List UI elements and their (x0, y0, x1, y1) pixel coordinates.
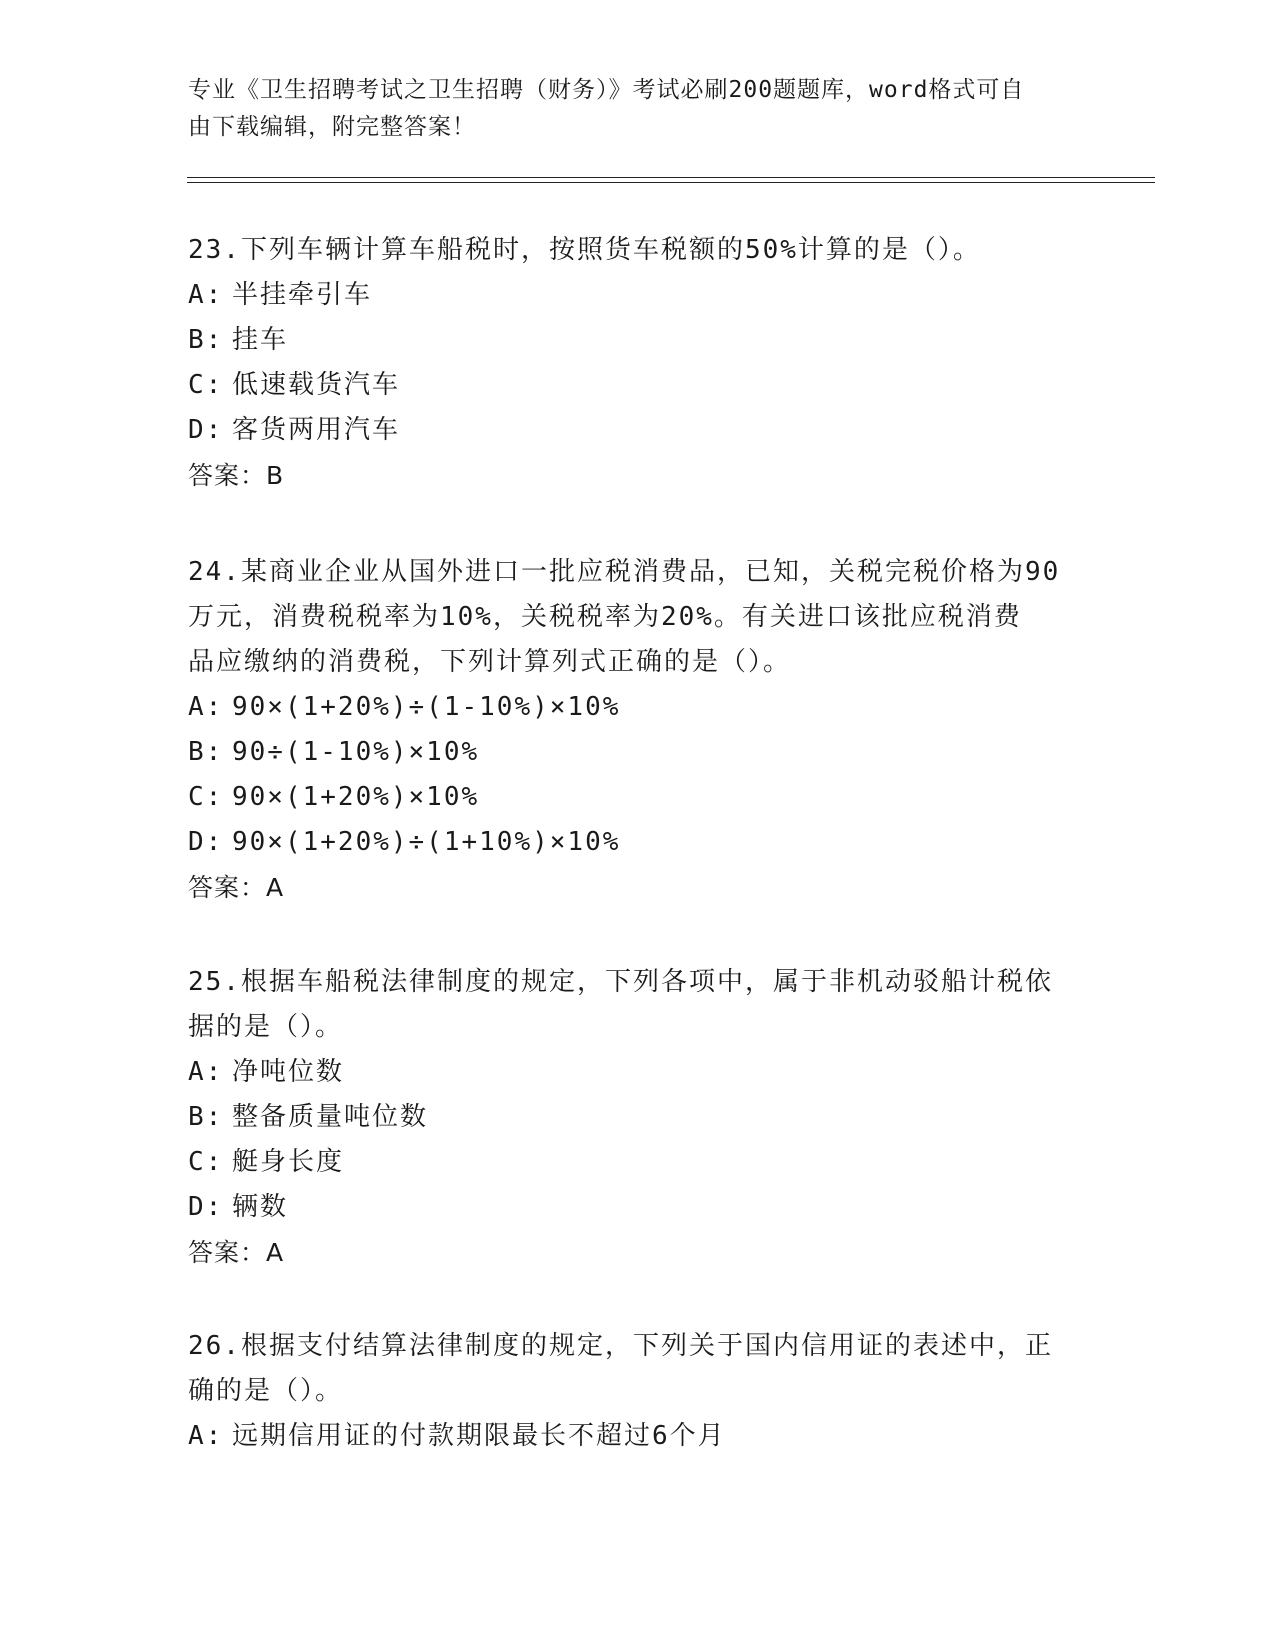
option-label: A: (188, 1057, 224, 1087)
option-text: 90÷(1-10%)×10% (232, 737, 480, 767)
question-stem-line-3: 品应缴纳的消费税，下列计算列式正确的是（）。 (188, 647, 792, 677)
option-c (188, 363, 1088, 408)
option-label: A: (188, 280, 224, 310)
option-b (188, 1095, 1088, 1140)
question-stem-line-1: 25.根据车船税法律制度的规定，下列各项中，属于非机动驳船计税依 (188, 967, 1053, 997)
question-26 (188, 1324, 1088, 1459)
option-c (188, 1140, 1088, 1185)
option-label: C: (188, 1147, 224, 1177)
question-stem-line-2: 确的是（）。 (188, 1376, 344, 1406)
answer-line: 答案：B (188, 461, 285, 490)
option-c (188, 775, 1088, 820)
option-d (188, 408, 1088, 453)
question-stem-line-2: 据的是（）。 (188, 1012, 344, 1042)
question-23 (188, 228, 1088, 498)
question-stem-line-1: 26.根据支付结算法律制度的规定，下列关于国内信用证的表述中，正 (188, 1331, 1053, 1361)
option-label: B: (188, 737, 224, 767)
option-text: 艇身长度 (232, 1147, 345, 1177)
option-d (188, 820, 1088, 865)
option-text: 客货两用汽车 (232, 415, 401, 445)
header-line-2: 由下载编辑，附完整答案！ (188, 114, 476, 140)
option-b (188, 318, 1088, 363)
option-d (188, 1185, 1088, 1230)
option-text: 90×(1+20%)÷(1-10%)×10% (232, 692, 621, 722)
answer-line: 答案：A (188, 873, 285, 902)
option-text: 远期信用证的付款期限最长不超过6个月 (232, 1421, 726, 1451)
option-label: B: (188, 325, 224, 355)
option-text: 90×(1+20%)×10% (232, 782, 480, 812)
option-label: C: (188, 782, 224, 812)
question-stem-line-1: 24.某商业企业从国外进口一批应税消费品，已知，关税完税价格为90 (188, 557, 1061, 587)
option-a (188, 1050, 1088, 1095)
option-a (188, 1414, 1088, 1459)
document-header (188, 72, 1068, 146)
option-text: 低速载货汽车 (232, 370, 401, 400)
option-text: 净吨位数 (232, 1057, 345, 1087)
answer-line: 答案：A (188, 1238, 285, 1267)
option-label: B: (188, 1102, 224, 1132)
header-divider-bottom (187, 182, 1155, 183)
option-text: 挂车 (232, 325, 289, 355)
option-label: A: (188, 692, 224, 722)
option-text: 辆数 (232, 1192, 289, 1222)
option-label: A: (188, 1421, 224, 1451)
option-text: 半挂牵引车 (232, 280, 373, 310)
option-text: 90×(1+20%)÷(1+10%)×10% (232, 827, 621, 857)
option-label: D: (188, 415, 224, 445)
option-label: C: (188, 370, 224, 400)
question-stem: 23.下列车辆计算车船税时，按照货车税额的50%计算的是（）。 (188, 235, 981, 265)
question-stem-line-2: 万元，消费税税率为10%，关税税率为20%。有关进口该批应税消费 (188, 602, 1022, 632)
option-a (188, 685, 1088, 730)
header-line-1: 专业《卫生招聘考试之卫生招聘（财务）》考试必刷200题题库，word格式可自 (188, 77, 1025, 103)
option-text: 整备质量吨位数 (232, 1102, 429, 1132)
question-25 (188, 960, 1088, 1275)
option-a (188, 273, 1088, 318)
option-label: D: (188, 1192, 224, 1222)
option-label: D: (188, 827, 224, 857)
header-divider-top (187, 177, 1155, 178)
option-b (188, 730, 1088, 775)
question-24 (188, 550, 1088, 910)
